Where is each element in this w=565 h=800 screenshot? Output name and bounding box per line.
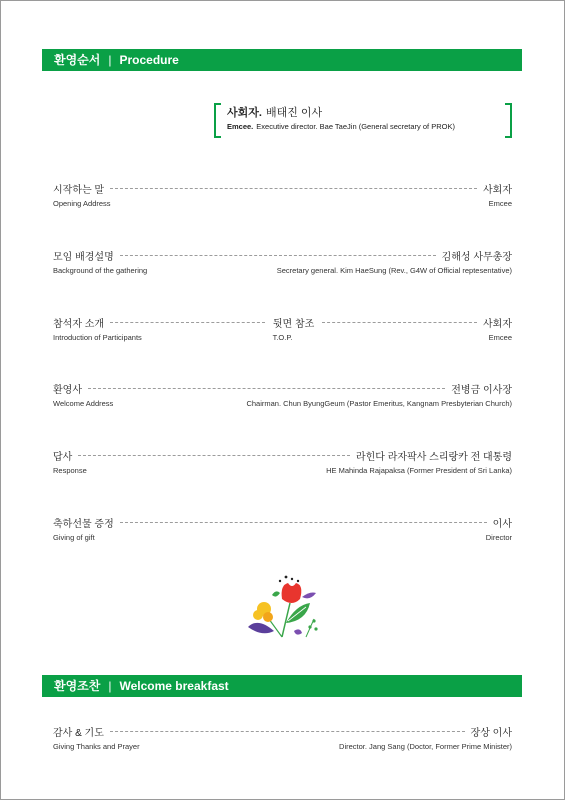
item-person-ko: 사회자	[483, 318, 512, 330]
emcee-box	[214, 103, 512, 136]
leader-line	[110, 322, 265, 323]
item-title-en: Background of the gathering	[53, 266, 148, 275]
section-header-breakfast	[42, 675, 522, 697]
bracket-right	[505, 103, 512, 138]
item-title-en: Giving of gift	[53, 533, 95, 542]
item-mid-en: T.O.P.	[272, 333, 293, 342]
emcee-ko	[227, 104, 322, 120]
leader-line	[322, 322, 477, 323]
item-title-ko: 시작하는 말	[53, 184, 105, 196]
section-header-procedure	[42, 49, 522, 71]
emcee-en	[227, 122, 455, 131]
section-title-en: Welcome breakfast	[119, 679, 229, 693]
item-title-ko: 참석자 소개	[53, 318, 105, 330]
item-person-en: Secretary general. Kim HaeSung (Rev., G4W of Official reptesentative)	[276, 266, 512, 275]
section-title-ko: 환영순서	[54, 53, 101, 67]
item-person-ko: 이사	[492, 518, 512, 530]
emcee-ko-label: 사회자.	[227, 107, 262, 119]
program-item	[53, 380, 512, 412]
section-title-ko: 환영조찬	[54, 679, 101, 693]
leader-line	[88, 388, 445, 389]
program-item	[53, 514, 512, 546]
item-person-ko: 전병금 이사장	[451, 384, 512, 396]
item-title-en: Introduction of Participants	[53, 333, 142, 342]
item-person-en: Chairman. Chun ByungGeum (Pastor Emeritus, Kangnam Presbyterian Church)	[246, 399, 512, 408]
item-person-en: HE Mahinda Rajapaksa (Former President of Sri Lanka)	[326, 466, 512, 475]
program-item	[53, 180, 512, 212]
program-item	[53, 447, 512, 479]
emcee-en-label: Emcee.	[227, 122, 254, 131]
leader-line	[120, 255, 436, 256]
leader-line	[120, 522, 487, 523]
item-person-en: Emcee	[488, 199, 512, 208]
emcee-ko-name: 배태진 이사	[265, 107, 323, 119]
item-title-en: Welcome Address	[53, 399, 114, 408]
item-title-ko: 모임 배경설명	[53, 251, 114, 263]
item-person-ko: 라힌다 라자팍사 스리랑카 전 대통령	[355, 451, 512, 463]
section-separator: |	[108, 53, 112, 67]
item-title-ko: 감사 & 기도	[53, 727, 104, 739]
item-person-ko: 장상 이사	[470, 727, 512, 739]
item-title-en: Response	[53, 466, 87, 475]
section-title-en: Procedure	[119, 53, 179, 67]
item-person-en: Emcee	[488, 333, 512, 342]
item-person-ko: 김해성 사무총장	[441, 251, 512, 263]
item-title-en: Opening Address	[53, 199, 111, 208]
item-mid-ko: 뒷면 참조	[272, 318, 315, 330]
program-item	[53, 247, 512, 279]
leader-line	[78, 455, 350, 456]
breakfast-item	[53, 723, 512, 755]
item-title-ko: 환영사	[53, 384, 82, 396]
program-item	[53, 314, 512, 346]
leader-line	[110, 731, 465, 732]
item-title-ko: 답사	[53, 451, 73, 463]
leader-line	[110, 188, 477, 189]
item-title-en: Giving Thanks and Prayer	[53, 742, 140, 751]
item-person-ko: 사회자	[483, 184, 512, 196]
bracket-left	[214, 103, 221, 138]
flower-bouquet-icon	[244, 575, 320, 641]
emcee-en-name: Executive director. Bae TaeJin (General secretary of PROK)	[256, 122, 455, 131]
section-separator: |	[108, 679, 112, 693]
item-person-en: Director	[485, 533, 512, 542]
item-title-ko: 축하선물 증정	[53, 518, 114, 530]
item-person-en: Director. Jang Sang (Doctor, Former Prime Minister)	[339, 742, 512, 751]
